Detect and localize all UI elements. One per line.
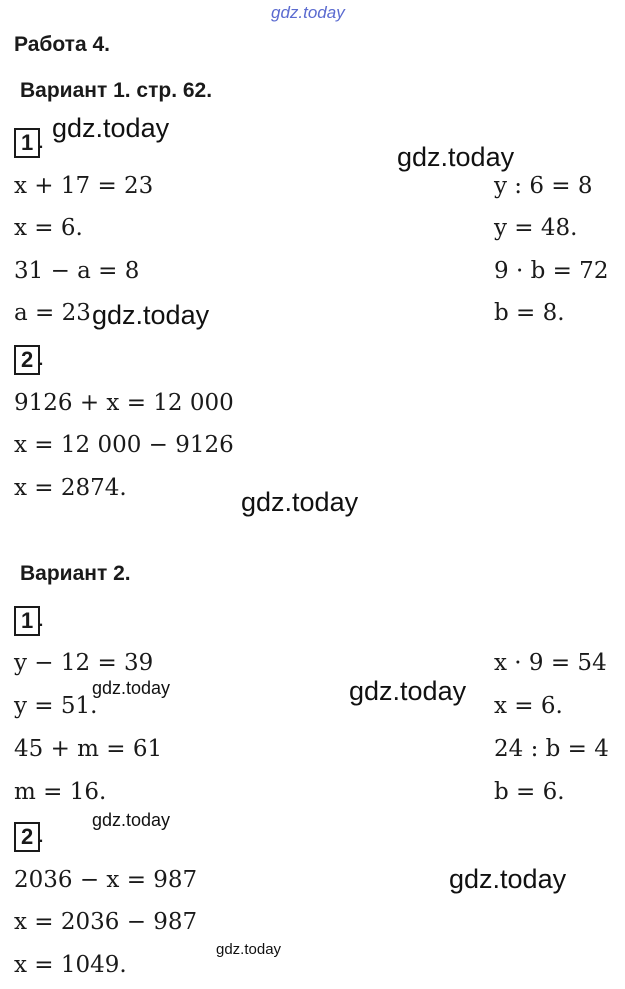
- watermark: gdz.today: [449, 864, 567, 894]
- watermark-top: gdz.today: [271, 3, 345, 22]
- equation-line: 24 : b = 4: [494, 736, 609, 762]
- watermark: gdz.today: [52, 113, 170, 143]
- watermark: gdz.today: [92, 678, 171, 698]
- watermark: gdz.today: [397, 142, 515, 172]
- equation-line: 45 + m = 61: [14, 736, 163, 762]
- equation-line: y = 51.: [14, 693, 98, 719]
- page-title: Работа 4.: [14, 33, 110, 56]
- equation-line: y : 6 = 8: [494, 173, 593, 199]
- equation-line: b = 8.: [494, 300, 565, 326]
- variant-1-heading: Вариант 1. стр. 62.: [20, 79, 213, 102]
- equation-line: b = 6.: [494, 779, 565, 805]
- watermark: gdz.today: [216, 941, 282, 958]
- equation-line: x = 6.: [494, 693, 563, 719]
- equation-line: 9 · b = 72: [494, 258, 609, 284]
- task-1-number-dot: .: [38, 606, 45, 631]
- task-2-number-dot: .: [38, 345, 45, 370]
- task-2-number-box: 2: [14, 345, 40, 375]
- equation-line: x = 6.: [14, 215, 83, 241]
- watermark: gdz.today: [92, 810, 171, 830]
- equation-line: x = 2036 − 987: [14, 909, 198, 935]
- equation-line: x · 9 = 54: [494, 650, 607, 676]
- watermark: gdz.today: [349, 676, 467, 706]
- task-2-number-box: 2: [14, 822, 40, 852]
- task-1-number-dot: .: [38, 128, 45, 153]
- equation-line: x = 2874.: [14, 475, 127, 501]
- equation-line: y = 48.: [494, 215, 578, 241]
- equation-line: x = 1049.: [14, 952, 127, 978]
- equation-line: x = 12 000 − 9126: [14, 432, 234, 458]
- task-1-number-box: 1: [14, 128, 40, 158]
- variant-2-heading: Вариант 2.: [20, 562, 131, 585]
- equation-line: m = 16.: [14, 779, 107, 805]
- equation-line: 9126 + x = 12 000: [14, 390, 234, 416]
- watermark: gdz.today: [241, 487, 359, 517]
- equation-line: 31 − a = 8: [14, 258, 140, 284]
- equation-line: x + 17 = 23: [14, 173, 154, 199]
- equation-line: 2036 − x = 987: [14, 867, 198, 893]
- equation-line: y − 12 = 39: [14, 650, 154, 676]
- task-1-number-box: 1: [14, 606, 40, 636]
- equation-line: a = 23: [14, 300, 91, 326]
- watermark: gdz.today: [92, 300, 210, 330]
- task-2-number-dot: .: [38, 822, 45, 847]
